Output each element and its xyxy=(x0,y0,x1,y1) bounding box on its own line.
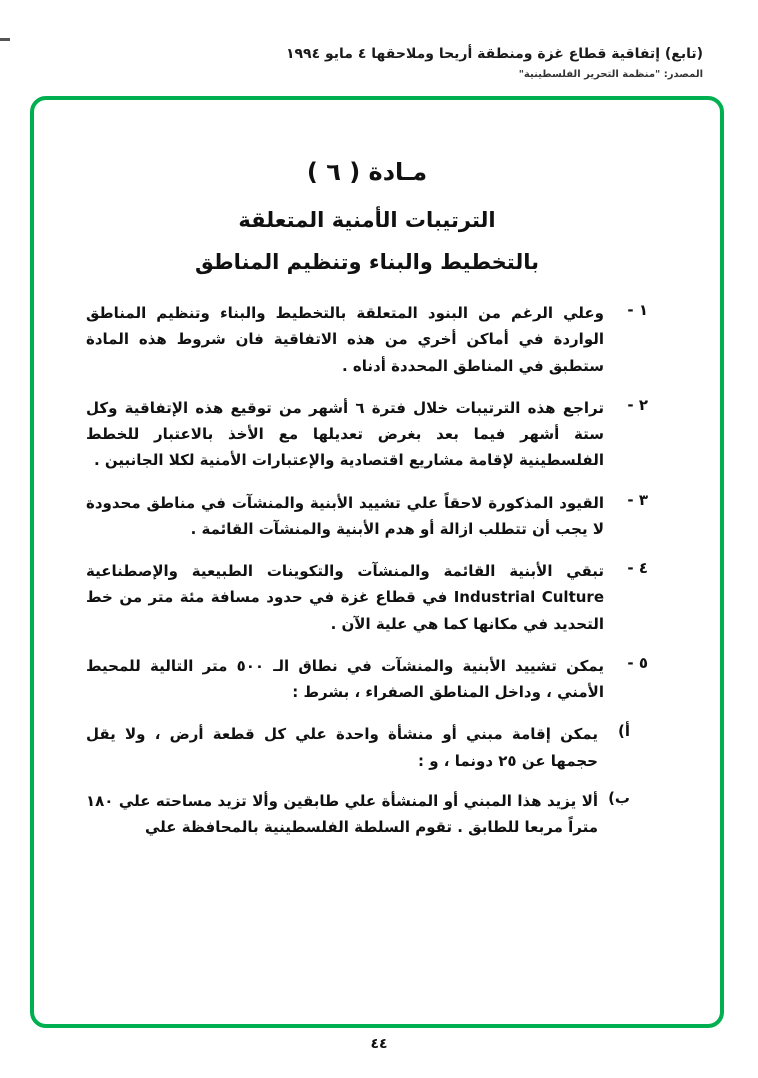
item-number: ١ - xyxy=(627,301,648,319)
item-number: ٢ - xyxy=(627,395,648,414)
subitem-text: يمكن إقامة مبني أو منشأة واحدة علي كل قطعة أرض ، ولا يقل حجمها عن ٢٥ دونما ، و : xyxy=(86,725,598,770)
article-title: مـادة ( ٦ ) xyxy=(306,158,428,186)
document-title: (تابع) إتفاقية قطاع غزة ومنطقة أريحا وملاحقها ٤ مايو ١٩٩٤ xyxy=(285,46,703,62)
article-item-2 xyxy=(86,395,648,474)
article-subitem-b xyxy=(86,788,630,841)
page-number: ٤٤ xyxy=(370,1036,388,1052)
article-item-1 xyxy=(86,300,648,379)
article-item-5 xyxy=(86,653,648,706)
item-number: ٥ - xyxy=(627,653,648,672)
scan-artifact xyxy=(0,38,10,41)
item-text: وعلي الرغم من البنود المتعلقة بالتخطيط والبناء وتنظيم المناطق الواردة في أماكن أخري من هذه الاتفاقية فان شروط هذه المادة ستطبق في المناطق المحددة أدناه . xyxy=(86,304,604,375)
subitem-letter: ب) xyxy=(608,788,630,807)
item-number: ٣ - xyxy=(627,490,648,509)
article-frame xyxy=(30,96,724,1028)
subitem-text: ألا يزيد هذا المبني أو المنشأة علي طابقين وألا تزيد مساحته علي ١٨٠ متراً مربعا للطابق . تقوم السلطة الفلسطينية بالمحافظة علي xyxy=(86,791,598,836)
article-item-3 xyxy=(86,490,648,543)
article-subtitle-2: بالتخطيط والبناء وتنظيم المناطق xyxy=(194,250,540,274)
item-text: يمكن تشييد الأبنية والمنشآت في نطاق الـ ٥٠٠ متر التالية للمحيط الأمني ، وداخل المناطق الصفراء ، بشرط : xyxy=(86,656,604,701)
subitem-letter: أ) xyxy=(618,722,630,741)
article-subitem-a xyxy=(86,721,630,774)
item-text: تبقي الأبنية القائمة والمنشآت والتكوينات الطبيعية والإصطناعية Industrial Culture في قطاع غزة في حدود مسافة مئة متر من خط التحديد في مكانها كما هي علية الآن . xyxy=(86,562,604,633)
article-subtitle-1: الترتيبات الأمنية المتعلقة xyxy=(238,208,496,232)
article-item-4 xyxy=(86,558,648,637)
item-number: ٤ - xyxy=(627,559,648,577)
item-text: تراجع هذه الترتيبات خلال فترة ٦ أشهر من توقيع هذه الإتفاقية وكل ستة أشهر فيما بعد بغرض تعديلها مع الأخذ بالاعتبار للخطط الفلسطينية لإقامة مشاريع اقتصادية والإعتبارات الأمنية لكلا الجانبين . xyxy=(86,398,604,470)
page-header xyxy=(55,46,703,80)
document-source: المصدر: "منظمة التحرير الفلسطينية" xyxy=(518,69,703,80)
item-text: القيود المذكورة لاحقاً علي تشييد الأبنية والمنشآت في مناطق محدودة لا يجب أن تتطلب ازالة أو هدم الأبنية والمنشآت القائمة . xyxy=(86,493,604,538)
